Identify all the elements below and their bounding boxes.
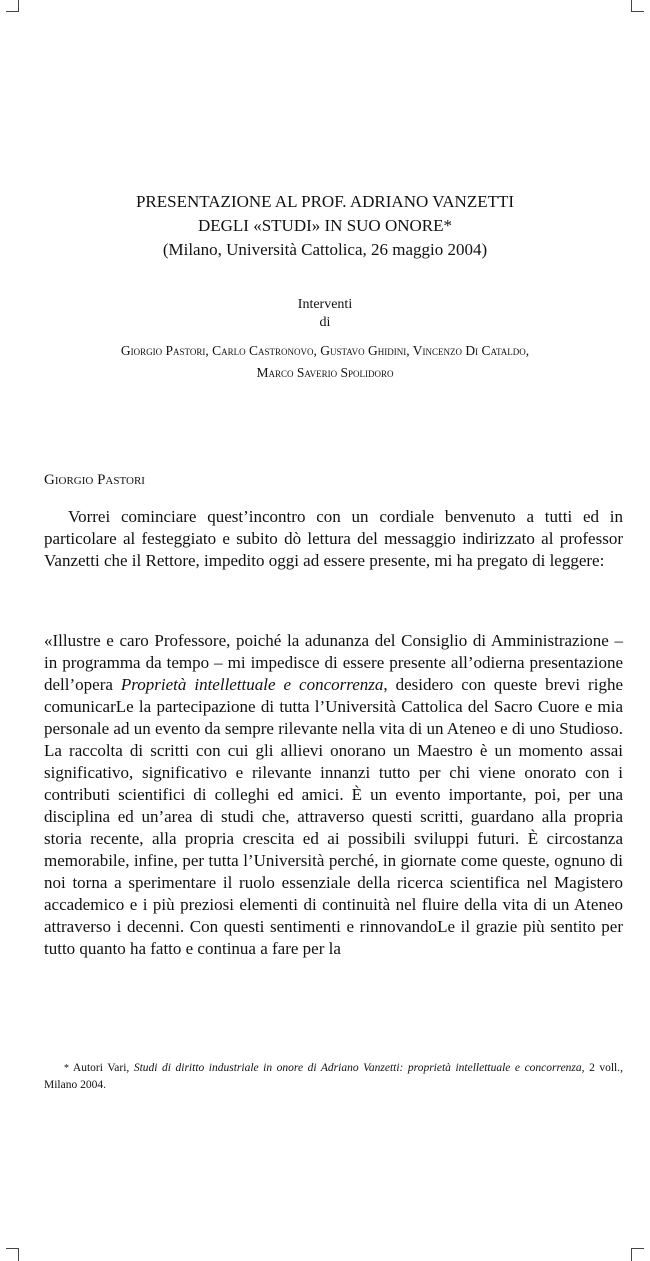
- speaker-heading: Giorgio Pastori: [44, 472, 145, 488]
- letter-text-1: «Illustre e caro Professore, poiché la adunanza del Consiglio di Amministrazione – in programma da tempo – mi impedisce di essere presente all’odierna presentazione dell’opera: [44, 631, 623, 694]
- crop-mark-bottom-left: [6, 1248, 19, 1261]
- footnote-suffix: , 2 voll., Milano 2004.: [44, 1062, 624, 1091]
- letter-text-2: , desidero con queste brevi righe comunicarLe la partecipazione di tutta l’Università Cattolica del Sacro Cuore e mia personale ad un evento da sempre rilevante nella vita di un Ateneo e di uno Studioso. La raccolta di scritti con cui gli allievi onorano un Maestro è un momento assai significativo, significativo e rilevante innanzi tutto per chi viene onorato con i contributi scientifici di colleghi ed amici. È un evento importante, poi, per una disciplina ed un’area di studi che, attraverso questi scritti, guardano alla propria storia recente, alla propria crescita ed ai possibili sviluppi futuri. È circostanza memorabile, infine, per tutta l’Università perché, in giornate come queste, ognuno di noi torna a sperimentare il ruolo essenziale della ricerca scientifica nel Magistero accademico e i più preziosi elementi di continuità nel fluire della vita di un Ateneo attraverso i decenni. Con questi sentimenti e rinnovandoLe il grazie più sentito per tutto quanto ha fatto e continua a fare per la: [44, 675, 623, 958]
- crop-mark-top-right: [631, 0, 644, 12]
- footnote: [44, 1060, 623, 1094]
- document-title: [0, 190, 650, 262]
- authors-line-1: Giorgio Pastori, Carlo Castronovo, Gustavo Ghidini, Vincenzo Di Cataldo,: [120, 343, 530, 358]
- interventi-di: di: [319, 315, 331, 330]
- interventi-label: Interventi: [297, 297, 353, 312]
- footnote-prefix: Autori Vari,: [69, 1062, 134, 1074]
- title-line-3: (Milano, Università Cattolica, 26 maggio 2004): [162, 240, 488, 259]
- title-line-1: PRESENTAZIONE AL PROF. ADRIANO VANZETTI: [135, 192, 515, 211]
- footnote-mark: *: [64, 1063, 69, 1074]
- letter-work-title: Proprietà intellettuale e concorrenza: [120, 675, 384, 694]
- crop-mark-top-left: [6, 0, 19, 12]
- authors-line-2: Marco Saverio Spolidoro: [256, 365, 394, 380]
- intro-paragraph: Vorrei cominciare quest’incontro con un cordiale benvenuto a tutti ed in particolare al festeggiato e subito dò lettura del messaggio indirizzato al professor Vanzetti che il Rettore, impedito oggi ad essere presente, mi ha pregato di leggere:: [44, 507, 623, 570]
- footnote-title: Studi di diritto industriale in onore di Adriano Vanzetti: proprietà intellettuale e concorrenza: [133, 1062, 582, 1074]
- letter-paragraph: [44, 630, 623, 960]
- title-line-2: DEGLI «STUDI» IN SUO ONORE*: [197, 216, 453, 235]
- crop-mark-bottom-right: [631, 1248, 644, 1261]
- authors-list: [20, 340, 630, 384]
- interventi-heading: [0, 296, 650, 332]
